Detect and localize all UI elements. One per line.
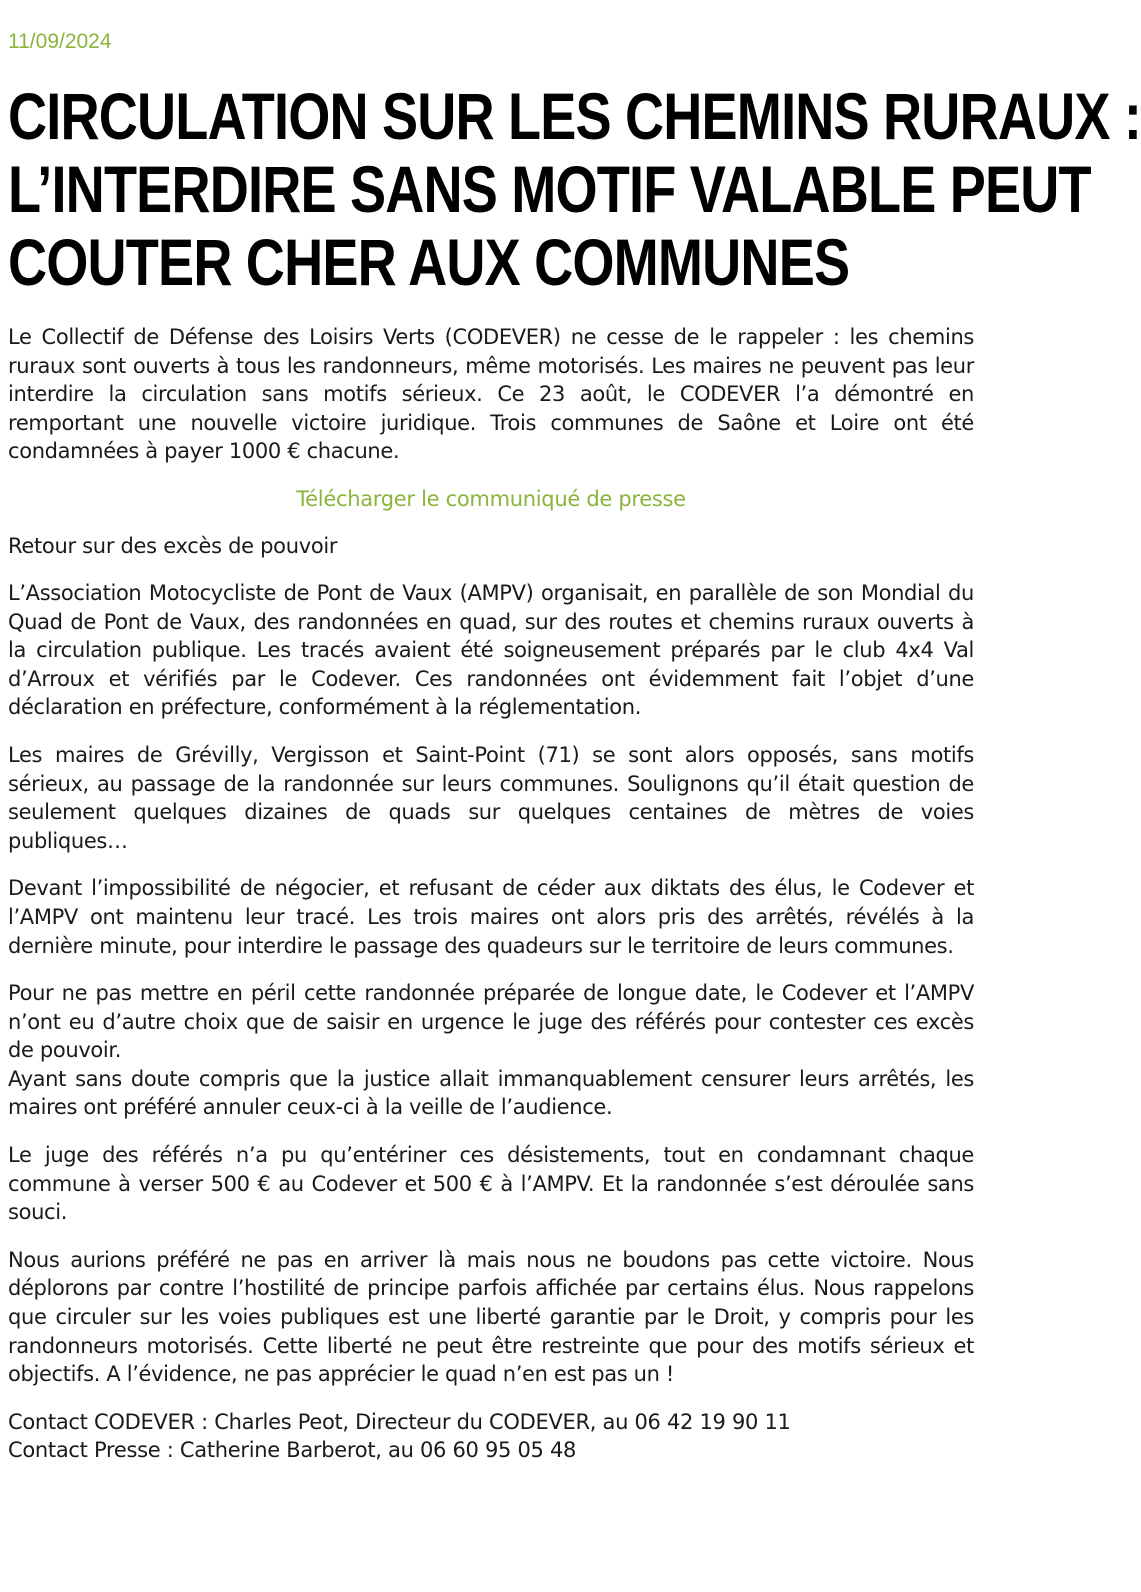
article-paragraph: Les maires de Grévilly, Vergisson et Saint-Point (71) se sont alors opposés, sans motifs sérieux, au passage de la randonnée sur leurs communes. Soulignons qu’il était question de seulement quelques dizaines de quads sur quelques centaines de mètres de voies publiques… <box>8 742 974 853</box>
article-paragraph: Pour ne pas mettre en péril cette randonnée préparée de longue date, le Codever et l’AMPV n’ont eu d’autre choix que de saisir en urgence le juge des référés pour contester ces excès de pouvoir. <box>8 981 974 1063</box>
article-title-line: COUTER CHER AUX COMMUNES <box>8 225 850 299</box>
article-date: 11/09/2024 <box>8 30 112 53</box>
section-heading: Retour sur des excès de pouvoir <box>8 533 338 558</box>
article-paragraph: Devant l’impossibilité de négocier, et refusant de céder aux diktats des élus, le Codever et l’AMPV ont maintenu leur tracé. Les trois maires ont alors pris des arrêtés, révélés à la dernière minute, pour interdire le passage des quadeurs sur le territoire de leurs communes. <box>8 876 974 958</box>
download-press-release-link[interactable]: Télécharger le communiqué de presse <box>296 486 686 511</box>
article-paragraph: L’Association Motocycliste de Pont de Vaux (AMPV) organisait, en parallèle de son Mondial du Quad de Pont de Vaux, des randonnées en quad, sur des routes et chemins ruraux ouverts à la circulation publique. Les tracés avaient été soigneusement préparés par le club 4x4 Val d’Arroux et vérifiés par le Codever. Ces randonnées ont évidemment fait l’objet d’une déclaration en préfecture, conformément à la réglementation. <box>8 580 974 720</box>
article-title <box>8 79 1141 299</box>
article <box>8 28 1141 1465</box>
contact-press: Contact Presse : Catherine Barberot, au 06 60 95 05 48 <box>8 1438 577 1463</box>
article-title-line: L’INTERDIRE SANS MOTIF VALABLE PEUT <box>8 152 1091 226</box>
article-paragraph: Nous aurions préféré ne pas en arriver là mais nous ne boudons pas cette victoire. Nous déplorons par contre l’hostilité de principe parfois affichée par certains élus. Nous rappelons que circuler sur les voies publiques est une liberté garantie par le Droit, y compris pour les randonneurs motorisés. Cette liberté ne peut être restreinte que pour des motifs sérieux et objectifs. A l’évidence, ne pas apprécier le quad n’en est pas un ! <box>8 1247 974 1387</box>
article-paragraph: Le juge des référés n’a pu qu’entériner ces désistements, tout en condamnant chaque commune à verser 500 € au Codever et 500 € à l’AMPV. Et la randonnée s’est déroulée sans souci. <box>8 1143 974 1225</box>
article-title-line: CIRCULATION SUR LES CHEMINS RURAUX : <box>8 79 1141 153</box>
article-intro: Le Collectif de Défense des Loisirs Verts (CODEVER) ne cesse de le rappeler : les chemins ruraux sont ouverts à tous les randonneurs, même motorisés. Les maires ne peuvent pas leur interdire la circulation sans motifs sérieux. Ce 23 août, le CODEVER l’a démontré en remportant une nouvelle victoire juridique. Trois communes de Saône et Loire ont été condamnées à payer 1000 € chacune. <box>8 325 974 464</box>
article-paragraph: Ayant sans doute compris que la justice allait immanquablement censurer leurs arrêtés, les maires ont préféré annuler ceux-ci à la veille de l’audience. <box>8 1066 974 1120</box>
contact-codever: Contact CODEVER : Charles Peot, Directeur du CODEVER, au 06 42 19 90 11 <box>8 1409 791 1434</box>
